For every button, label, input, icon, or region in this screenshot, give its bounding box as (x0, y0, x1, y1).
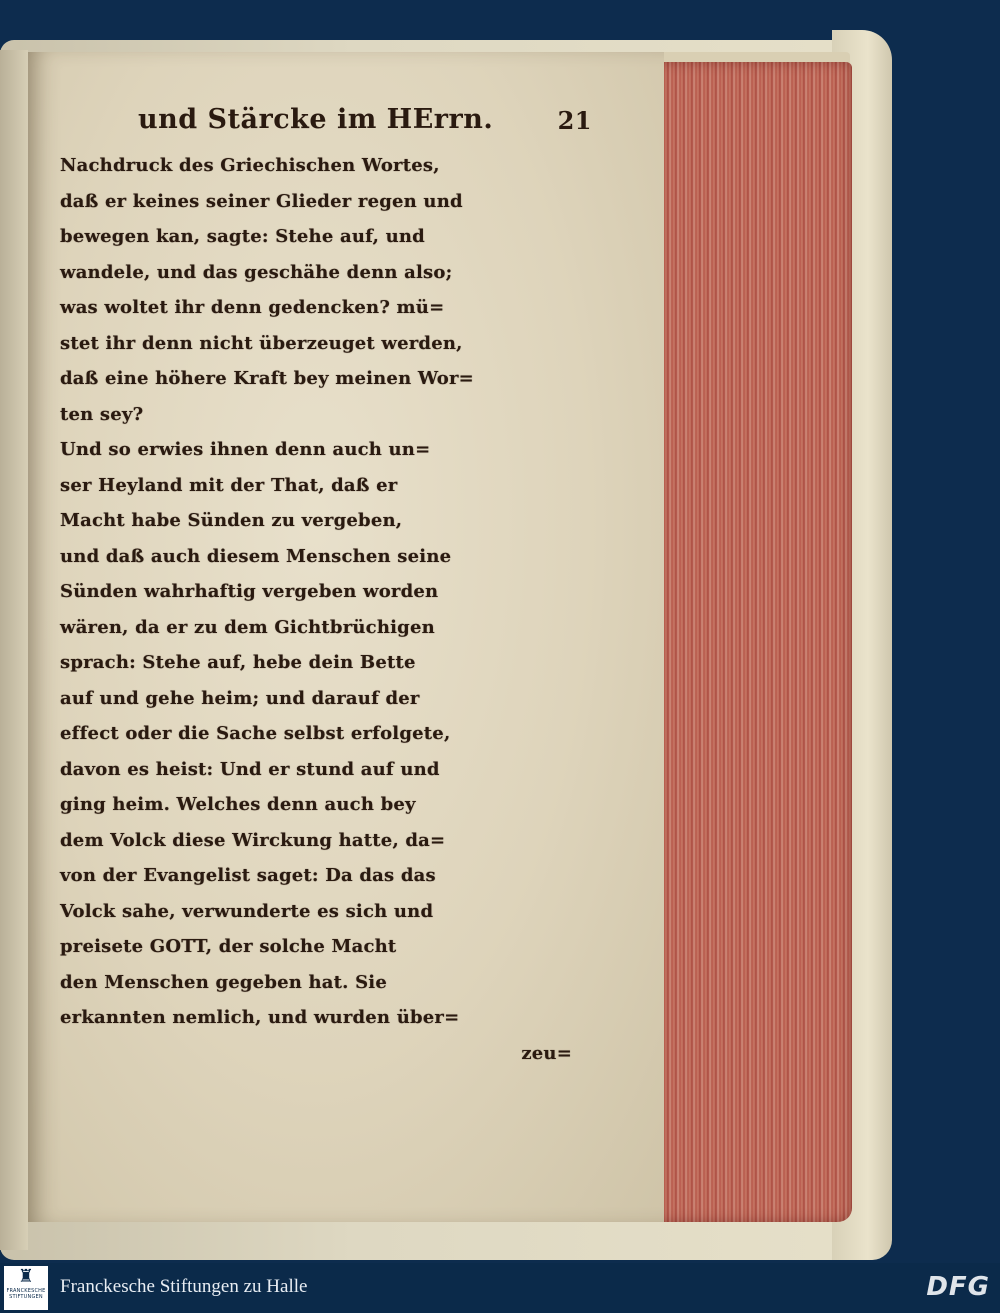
text-line: dem Volck diese Wirckung hatte, da= (60, 829, 446, 851)
text-line: Macht habe Sünden zu vergeben, (60, 510, 403, 531)
institution-name: Franckesche Stiftungen zu Halle (60, 1276, 308, 1297)
text-line: Nachdruck des Griechischen Wortes, (60, 155, 440, 176)
running-header (60, 102, 592, 142)
footer-bar (0, 1263, 1000, 1313)
text-line: Sünden wahrhaftig vergeben worden (60, 581, 439, 602)
text-line: ser Heyland mit der That, daß er (60, 474, 398, 496)
text-line: sprach: Stehe auf, hebe dein Bette (60, 652, 416, 673)
text-line: ging heim. Welches denn auch bey (60, 794, 416, 815)
red-page-edges (656, 62, 852, 1222)
text-line: preisete GOTT, der solche Macht (60, 936, 397, 957)
text-line: ten sey? (60, 403, 144, 425)
text-line: auf und gehe heim; und darauf der (60, 687, 420, 709)
running-title: und Stärcke im HErrn. (138, 104, 494, 135)
dfg-logo: DFG (926, 1272, 990, 1302)
text-line: bewegen kan, sagte: Stehe auf, und (60, 226, 425, 247)
text-line: wandele, und das geschähe denn also; (60, 261, 453, 283)
text-line: Und so erwies ihnen denn auch un= (60, 439, 431, 460)
page-number: 21 (557, 106, 592, 135)
text-line: und daß auch diesem Menschen seine (60, 545, 452, 567)
text-line: erkannten nemlich, und wurden über= (60, 1007, 460, 1028)
book-spine-edge (0, 50, 28, 1250)
logo-text: FRANCKESCHE STIFTUNGEN (6, 1288, 46, 1300)
text-line: daß eine höhere Kraft bey meinen Wor= (60, 368, 474, 389)
text-line: von der Evangelist saget: Da das das (60, 865, 436, 886)
text-line: davon es heist: Und er stund auf und (60, 758, 440, 780)
text-line: den Menschen gegeben hat. Sie (60, 971, 387, 993)
institution-logo (4, 1266, 48, 1310)
catchword: zeu= (521, 1042, 572, 1064)
text-line: was woltet ihr denn gedencken? mü= (60, 297, 445, 318)
page-text-block (60, 102, 592, 1071)
text-line: stet ihr denn nicht überzeuget werden, (60, 332, 463, 354)
text-line: daß er keines seiner Glieder regen und (60, 190, 463, 212)
body-text (60, 148, 580, 1036)
text-line: effect oder die Sache selbst erfolgete, (60, 723, 451, 744)
text-line: wären, da er zu dem Gichtbrüchigen (60, 616, 435, 638)
text-line: Volck sahe, verwunderte es sich und (60, 900, 434, 922)
logo-emblem-icon: ♜ (17, 1266, 35, 1287)
